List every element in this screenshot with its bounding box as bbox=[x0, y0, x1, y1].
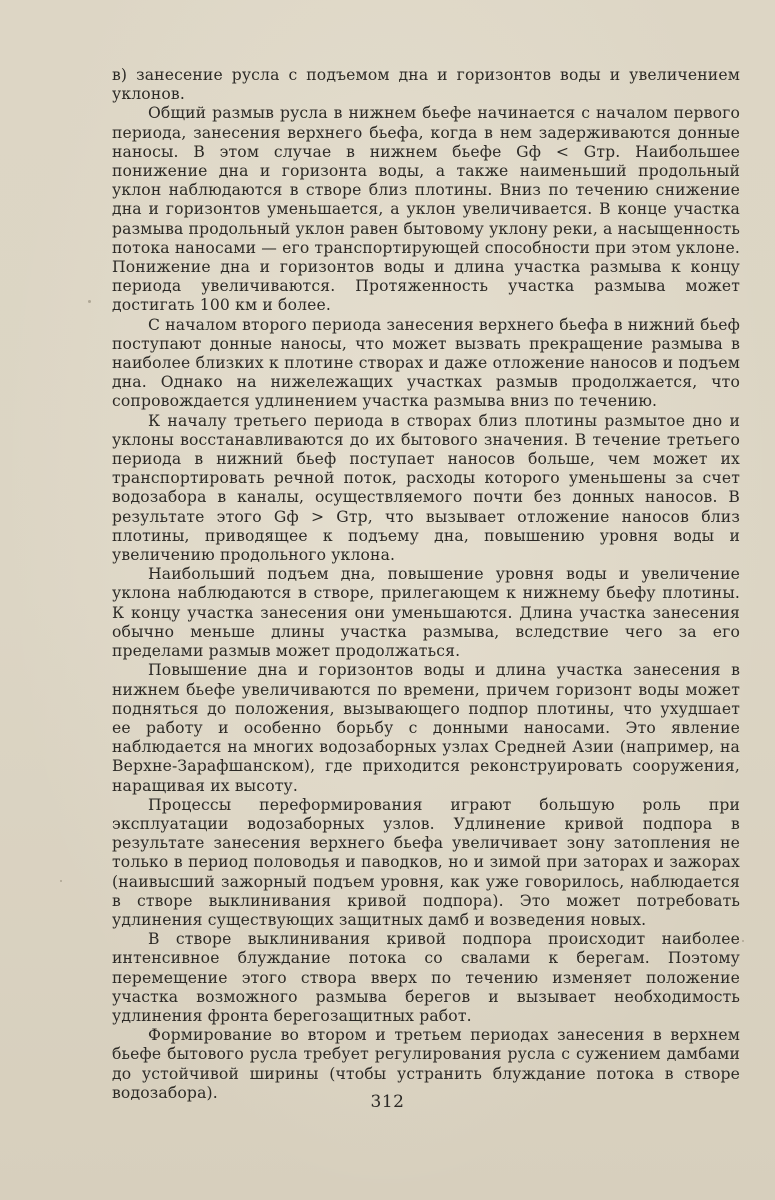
paper-speck bbox=[60, 880, 62, 882]
paragraph-wedging-out: В створе выклинивания кривой подпора происходит наиболее интенсивное блуждание потока со свалами к берегам. Поэтому перемещение этого створа вверх по течению изменяет положение участка возможного размыва берегов и вызывает необходимость удлинения фронта берегозащитных работ. bbox=[112, 930, 740, 1025]
paragraph-bed-rise-time: Повышение дна и горизонтов воды и длина участка занесения в нижнем бьефе увеличиваются по времени, причем горизонт воды может подняться до положения, вызывающего подпор плотины, что ухудшает ее работу и особенно борьбу с донными наносами. Это явление наблюдается на многих водозаборных узлах Средней Азии (например, на Верхне-Зарафшанском), где приходится реконструировать сооружения, наращивая их высоту. bbox=[112, 661, 740, 795]
paper-speck bbox=[742, 940, 744, 942]
paragraph-formation: Формирование во втором и третьем периодах занесения в верхнем бьефе бытового русла требует регулирования русла с сужением дамбами до устойчивой ширины (чтобы устранить блуждание потока в створе водозабора). bbox=[112, 1026, 740, 1102]
paper-speck bbox=[88, 300, 91, 303]
body-text bbox=[112, 66, 740, 1103]
paragraph-third-period: К началу третьего периода в створах близ плотины размытое дно и уклоны восстанавливаются до их бытового значения. В течение третьего периода в нижний бьеф поступает наносов больше, чем может их транспортировать речной поток, расходы которого уменьшены за счет водозабора в каналы, осуществляемого почти без донных наносов. В результате этого Gф > Gтр, что вызывает отложение наносов близ плотины, приводящее к подъему дна, повышению уровня воды и увеличению продольного уклона. bbox=[112, 411, 740, 565]
paragraph-general-scour: Общий размыв русла в нижнем бьефе начинается с началом первого периода, занесения верхнего бьефа, когда в нем задерживаются донные наносы. В этом случае в нижнем бьефе Gф < Gтр. Наибольшее понижение дна и горизонта воды, а также наименьший продольный уклон наблюдаются в створе близ плотины. Вниз по течению снижение дна и горизонтов уменьшается, а уклон увеличивается. В конце участка размыва продольный уклон равен бытовому уклону реки, а насыщенность потока наносами — его транспортирующей способности при этом уклоне. Понижение дна и горизонтов воды и длина участка размыва к концу периода увеличиваются. Протяженность участка размыва может достигать 100 км и более. bbox=[112, 104, 740, 315]
page-number: 312 bbox=[370, 1092, 405, 1112]
paragraph-second-period: С началом второго периода занесения верхнего бьефа в нижний бьеф поступают донные наносы, что может вызвать прекращение размыва в наиболее близких к плотине створах и даже отложение наносов и подъем дна. Однако на нижележащих участках размыв продолжается, что сопровождается удлинением участка размыва вниз по течению. bbox=[112, 315, 740, 411]
paragraph-max-rise: Наибольший подъем дна, повышение уровня воды и увеличение уклона наблюдаются в створе, прилегающем к нижнему бьефу плотины. К концу участка занесения они уменьшаются. Длина участка занесения обычно меньше длины участка размыва, вследствие чего за его пределами размыв может продолжаться. bbox=[112, 565, 740, 661]
paragraph-reformation-processes: Процессы переформирования играют большую роль при эксплуатации водозаборных узлов. Удлинение кривой подпора в результате занесения верхнего бьефа увеличивает зону затопления не только в период половодья и паводков, но и зимой при заторах и зажорах (наивысший зажорный подъем уровня, как уже говорилось, наблюдается в створе выклинивания кривой подпора). Это может потребовать удлинения существующих защитных дамб и возведения новых. bbox=[112, 795, 740, 929]
paragraph-item-v: в) занесение русла с подъемом дна и горизонтов воды и увеличением уклонов. bbox=[112, 66, 740, 104]
